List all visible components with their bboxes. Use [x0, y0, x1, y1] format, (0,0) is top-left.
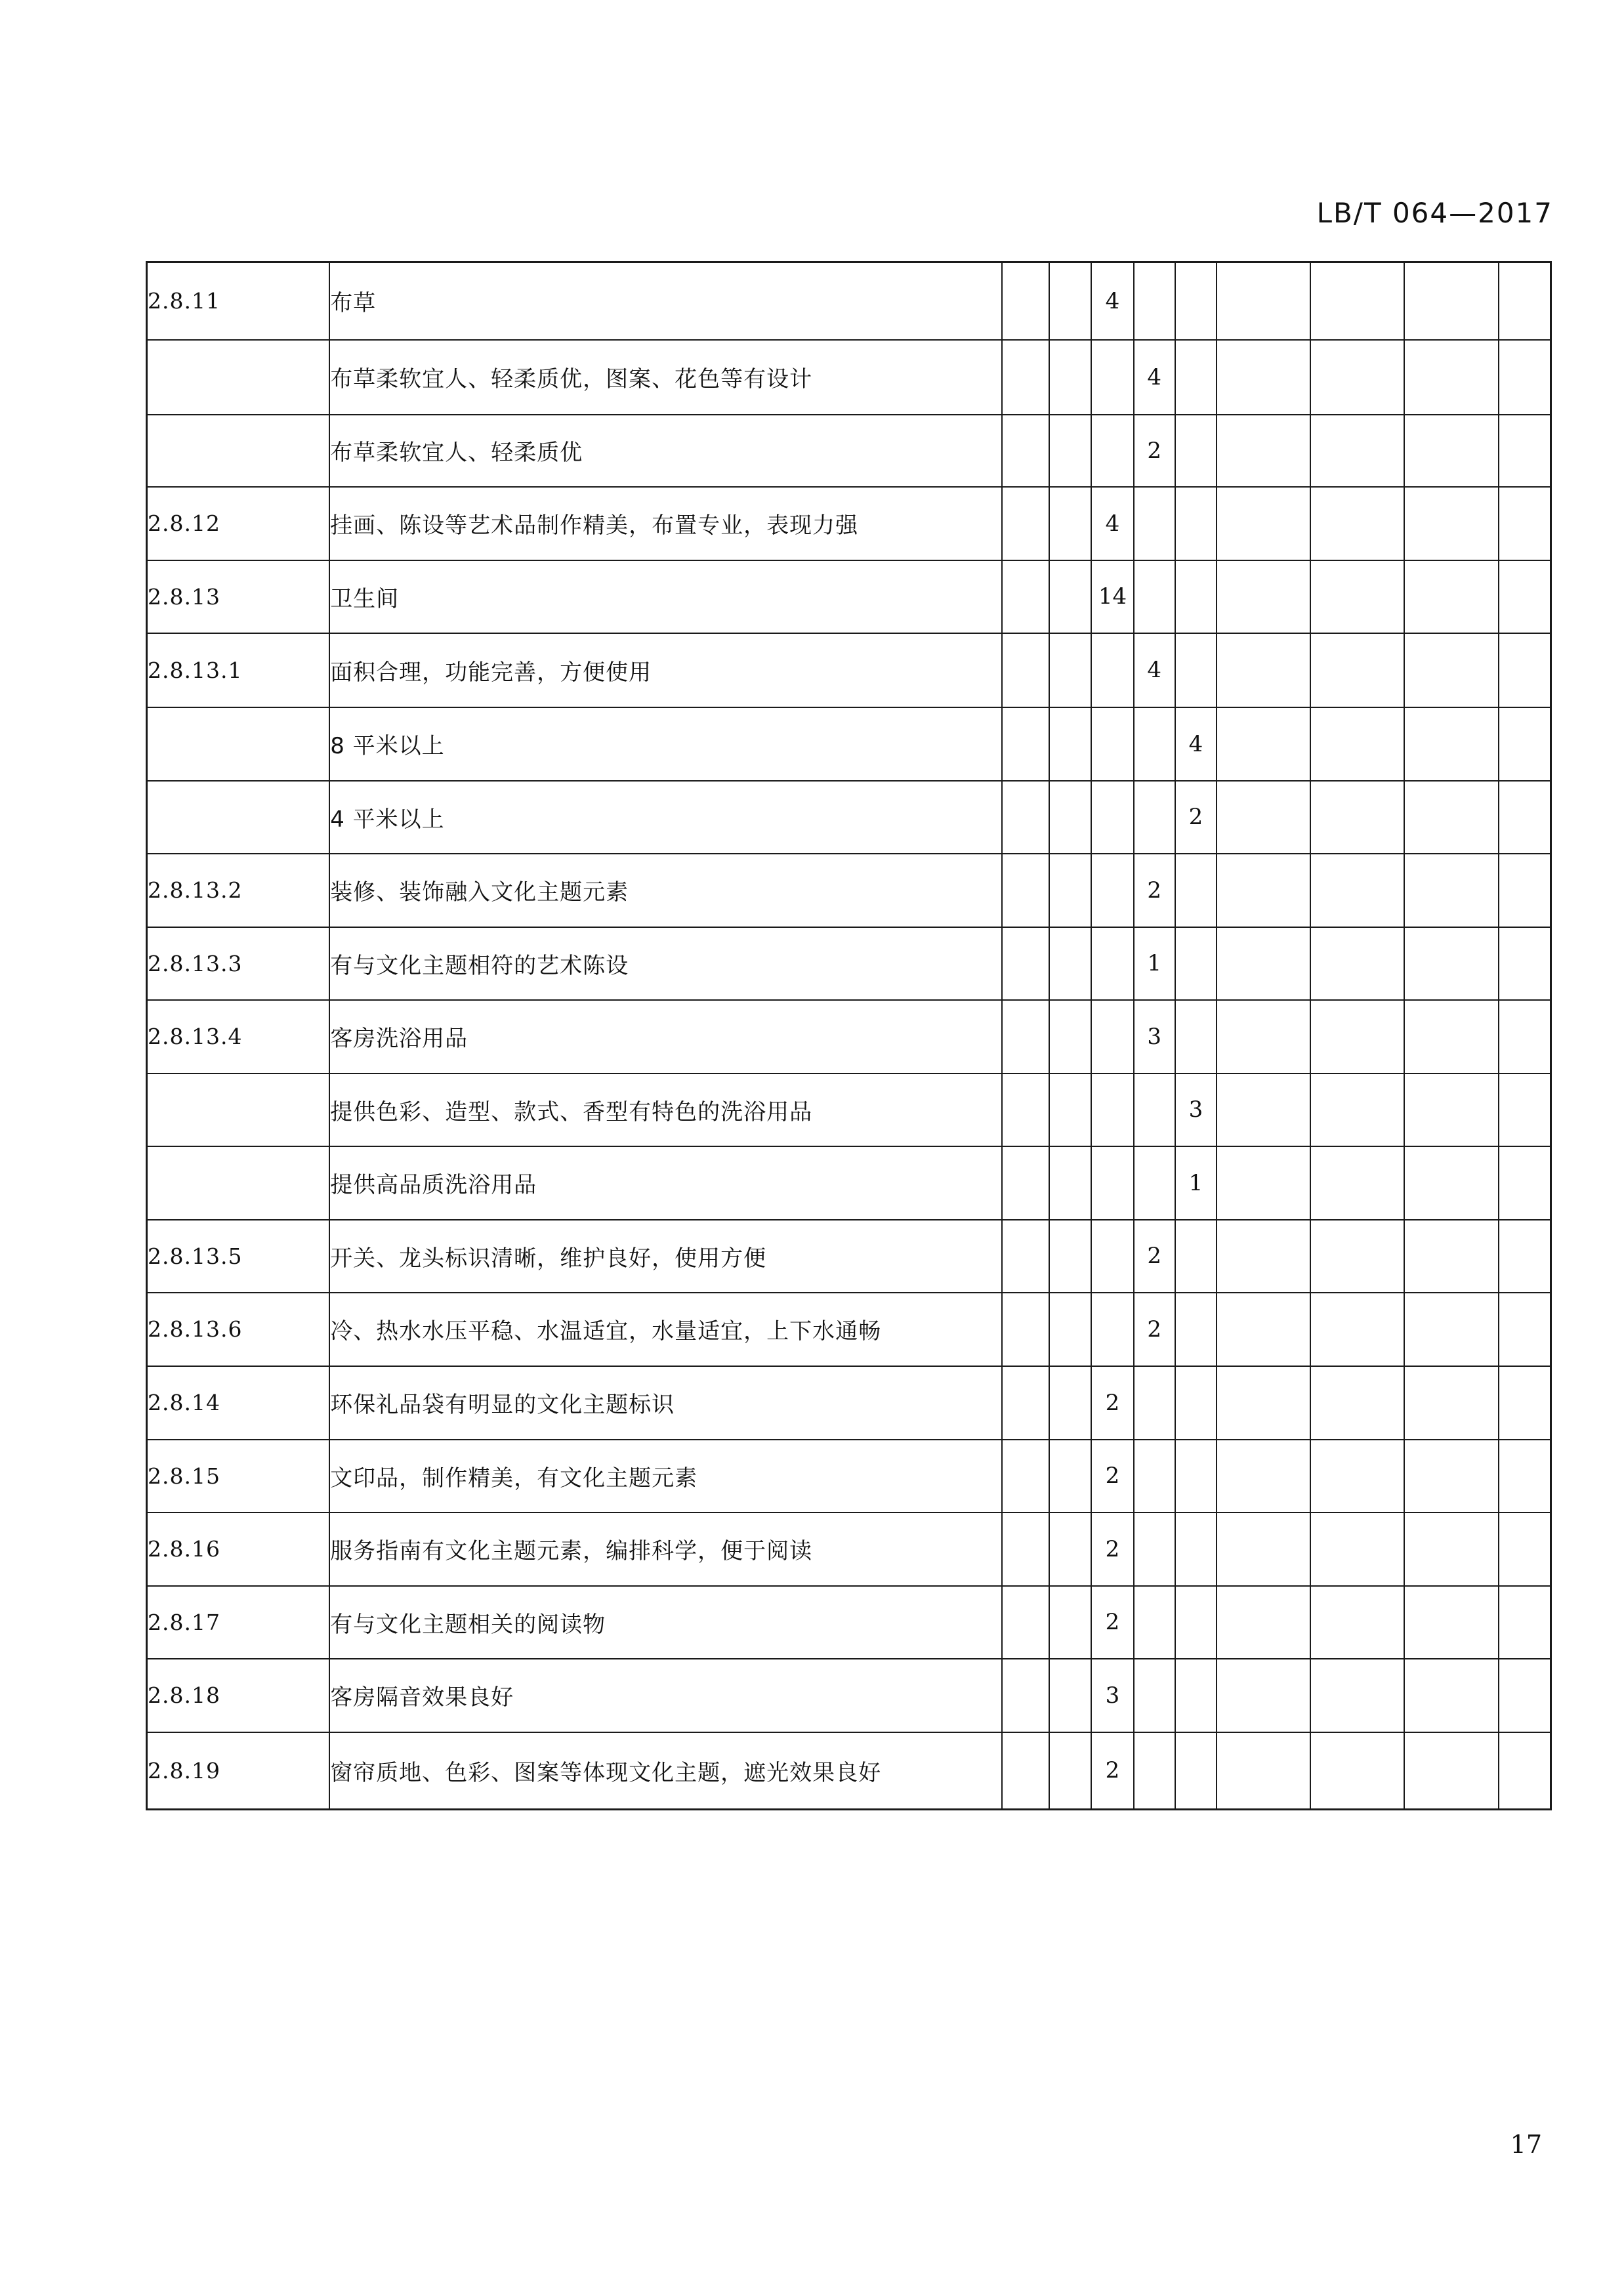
score-cell[interactable]	[1404, 927, 1499, 1000]
score-cell[interactable]	[1134, 781, 1175, 854]
row-description-cell: 环保礼品袋有明显的文化主题标识	[329, 1366, 1002, 1440]
table-row	[147, 262, 1551, 340]
score-cell[interactable]	[1002, 1000, 1049, 1074]
score-cell[interactable]: 2	[1091, 1366, 1133, 1440]
score-cell[interactable]	[1134, 487, 1175, 560]
score-cell[interactable]	[1217, 707, 1310, 781]
row-code-cell	[147, 415, 330, 487]
score-cell[interactable]	[1175, 487, 1217, 560]
score-cell[interactable]	[1049, 781, 1091, 854]
score-cell[interactable]	[1049, 1366, 1091, 1440]
score-cell[interactable]	[1175, 1732, 1217, 1810]
row-description-cell: 装修、装饰融入文化主题元素	[329, 854, 1002, 927]
score-cell[interactable]	[1404, 1366, 1499, 1440]
row-description-cell: 8 平米以上	[329, 707, 1002, 781]
score-cell[interactable]	[1091, 1074, 1133, 1146]
score-cell[interactable]: 2	[1134, 854, 1175, 927]
row-code-cell: 2.8.13.5	[147, 1220, 330, 1293]
score-cell[interactable]	[1217, 262, 1310, 340]
score-cell[interactable]	[1049, 1732, 1091, 1810]
score-cell[interactable]	[1175, 1586, 1217, 1659]
score-cell[interactable]	[1217, 1293, 1310, 1366]
score-cell[interactable]	[1310, 1732, 1404, 1810]
table-row	[147, 854, 1551, 927]
score-cell[interactable]	[1499, 560, 1551, 633]
score-cell[interactable]	[1002, 1659, 1049, 1732]
score-cell[interactable]: 4	[1091, 262, 1133, 340]
table-row	[147, 1220, 1551, 1293]
score-cell[interactable]	[1002, 1074, 1049, 1146]
score-cell[interactable]	[1310, 487, 1404, 560]
score-cell[interactable]	[1217, 1586, 1310, 1659]
row-description-cell: 客房洗浴用品	[329, 1000, 1002, 1074]
score-cell[interactable]	[1002, 1220, 1049, 1293]
score-cell[interactable]	[1002, 1732, 1049, 1810]
row-description-cell: 文印品，制作精美，有文化主题元素	[329, 1440, 1002, 1512]
score-cell[interactable]	[1049, 1074, 1091, 1146]
score-cell[interactable]	[1310, 707, 1404, 781]
score-cell[interactable]	[1499, 1586, 1551, 1659]
score-cell[interactable]	[1217, 781, 1310, 854]
score-cell[interactable]: 1	[1175, 1146, 1217, 1220]
score-cell[interactable]: 4	[1175, 707, 1217, 781]
score-cell[interactable]: 14	[1091, 560, 1133, 633]
table-row	[147, 1000, 1551, 1074]
row-code-cell: 2.8.13.6	[147, 1293, 330, 1366]
table-row	[147, 487, 1551, 560]
score-cell[interactable]	[1499, 1146, 1551, 1220]
score-cell[interactable]	[1310, 781, 1404, 854]
score-cell[interactable]: 2	[1091, 1512, 1133, 1586]
standard-code-header: LB/T 064—2017	[1316, 197, 1553, 229]
score-cell[interactable]	[1049, 1146, 1091, 1220]
score-cell[interactable]	[1002, 1366, 1049, 1440]
score-cell[interactable]	[1310, 927, 1404, 1000]
row-code-cell: 2.8.17	[147, 1586, 330, 1659]
score-cell[interactable]: 3	[1091, 1659, 1133, 1732]
score-cell[interactable]	[1002, 1293, 1049, 1366]
scoring-table-container	[146, 261, 1552, 1810]
score-cell[interactable]	[1091, 415, 1133, 487]
score-cell[interactable]	[1175, 1220, 1217, 1293]
row-code-cell: 2.8.13.3	[147, 927, 330, 1000]
score-cell[interactable]	[1310, 560, 1404, 633]
score-cell[interactable]	[1134, 1074, 1175, 1146]
table-row	[147, 1732, 1551, 1810]
score-cell[interactable]	[1175, 1440, 1217, 1512]
score-cell[interactable]	[1049, 1512, 1091, 1586]
score-cell[interactable]	[1404, 707, 1499, 781]
score-cell[interactable]	[1175, 415, 1217, 487]
table-row	[147, 1659, 1551, 1732]
table-row	[147, 560, 1551, 633]
score-cell[interactable]: 1	[1134, 927, 1175, 1000]
row-code-cell: 2.8.16	[147, 1512, 330, 1586]
score-cell[interactable]	[1049, 262, 1091, 340]
row-description-cell: 面积合理，功能完善，方便使用	[329, 633, 1002, 707]
score-cell[interactable]	[1404, 415, 1499, 487]
row-code-cell	[147, 1074, 330, 1146]
row-description-cell: 客房隔音效果良好	[329, 1659, 1002, 1732]
score-cell[interactable]	[1002, 1512, 1049, 1586]
score-cell[interactable]	[1049, 633, 1091, 707]
score-cell[interactable]: 2	[1091, 1732, 1133, 1810]
score-cell[interactable]	[1002, 854, 1049, 927]
score-cell[interactable]	[1310, 1586, 1404, 1659]
score-cell[interactable]	[1175, 1512, 1217, 1586]
row-code-cell	[147, 340, 330, 415]
score-cell[interactable]	[1404, 1220, 1499, 1293]
row-code-cell	[147, 781, 330, 854]
score-cell[interactable]	[1049, 1293, 1091, 1366]
score-cell[interactable]	[1134, 1732, 1175, 1810]
row-description-cell: 冷、热水水压平稳、水温适宜，水量适宜，上下水通畅	[329, 1293, 1002, 1366]
score-cell[interactable]	[1404, 1074, 1499, 1146]
table-row	[147, 1440, 1551, 1512]
score-cell[interactable]	[1217, 560, 1310, 633]
score-cell[interactable]	[1404, 1000, 1499, 1074]
row-description-cell: 提供高品质洗浴用品	[329, 1146, 1002, 1220]
score-cell[interactable]	[1404, 633, 1499, 707]
row-code-cell: 2.8.13.1	[147, 633, 330, 707]
score-cell[interactable]	[1310, 1659, 1404, 1732]
score-cell[interactable]	[1217, 927, 1310, 1000]
score-cell[interactable]: 4	[1134, 340, 1175, 415]
score-cell[interactable]	[1175, 560, 1217, 633]
score-cell[interactable]	[1310, 1146, 1404, 1220]
row-code-cell: 2.8.13.2	[147, 854, 330, 927]
score-cell[interactable]	[1002, 1146, 1049, 1220]
score-cell[interactable]	[1049, 1220, 1091, 1293]
row-code-cell: 2.8.13.4	[147, 1000, 330, 1074]
table-row	[147, 415, 1551, 487]
page-number: 17	[1510, 2130, 1542, 2159]
row-code-cell	[147, 707, 330, 781]
row-description-cell: 窗帘质地、色彩、图案等体现文化主题，遮光效果良好	[329, 1732, 1002, 1810]
score-cell[interactable]	[1499, 633, 1551, 707]
score-cell[interactable]	[1049, 854, 1091, 927]
score-cell[interactable]	[1002, 1440, 1049, 1512]
scoring-table	[146, 261, 1552, 1810]
score-cell[interactable]: 2	[1134, 1293, 1175, 1366]
score-cell[interactable]	[1134, 262, 1175, 340]
score-cell[interactable]	[1175, 262, 1217, 340]
score-cell[interactable]	[1217, 1512, 1310, 1586]
score-cell[interactable]	[1091, 1220, 1133, 1293]
row-description-cell: 服务指南有文化主题元素，编排科学，便于阅读	[329, 1512, 1002, 1586]
score-cell[interactable]	[1404, 340, 1499, 415]
score-cell[interactable]	[1134, 1146, 1175, 1220]
table-row	[147, 1074, 1551, 1146]
row-code-cell: 2.8.13	[147, 560, 330, 633]
score-cell[interactable]	[1499, 927, 1551, 1000]
row-code-cell: 2.8.18	[147, 1659, 330, 1732]
score-cell[interactable]	[1499, 1366, 1551, 1440]
score-cell[interactable]	[1002, 415, 1049, 487]
score-cell[interactable]: 2	[1091, 1586, 1133, 1659]
score-cell[interactable]	[1499, 1000, 1551, 1074]
score-cell[interactable]	[1049, 927, 1091, 1000]
row-code-cell: 2.8.15	[147, 1440, 330, 1512]
score-cell[interactable]	[1310, 1512, 1404, 1586]
score-cell[interactable]	[1217, 340, 1310, 415]
score-cell[interactable]	[1002, 1586, 1049, 1659]
row-description-cell: 有与文化主题相符的艺术陈设	[329, 927, 1002, 1000]
row-code-cell: 2.8.14	[147, 1366, 330, 1440]
score-cell[interactable]	[1499, 854, 1551, 927]
score-cell[interactable]	[1134, 1586, 1175, 1659]
score-cell[interactable]	[1002, 262, 1049, 340]
row-description-cell: 布草	[329, 262, 1002, 340]
score-cell[interactable]	[1404, 262, 1499, 340]
score-cell[interactable]	[1217, 1366, 1310, 1440]
score-cell[interactable]	[1049, 415, 1091, 487]
score-cell[interactable]	[1217, 1074, 1310, 1146]
score-cell[interactable]	[1499, 1440, 1551, 1512]
row-description-cell: 开关、龙头标识清晰，维护良好，使用方便	[329, 1220, 1002, 1293]
score-cell[interactable]	[1091, 854, 1133, 927]
score-cell[interactable]: 2	[1091, 1440, 1133, 1512]
score-cell[interactable]	[1091, 340, 1133, 415]
score-cell[interactable]	[1499, 1732, 1551, 1810]
score-cell[interactable]	[1404, 1293, 1499, 1366]
table-row	[147, 781, 1551, 854]
row-description-cell: 布草柔软宜人、轻柔质优，图案、花色等有设计	[329, 340, 1002, 415]
score-cell[interactable]	[1175, 633, 1217, 707]
score-cell[interactable]	[1091, 633, 1133, 707]
score-cell[interactable]	[1310, 1074, 1404, 1146]
score-cell[interactable]	[1134, 707, 1175, 781]
score-cell[interactable]	[1310, 415, 1404, 487]
table-row	[147, 927, 1551, 1000]
score-cell[interactable]	[1091, 1146, 1133, 1220]
score-cell[interactable]	[1134, 1512, 1175, 1586]
score-cell[interactable]: 3	[1134, 1000, 1175, 1074]
table-row	[147, 1586, 1551, 1659]
score-cell[interactable]	[1310, 1000, 1404, 1074]
score-cell[interactable]	[1499, 1293, 1551, 1366]
score-cell[interactable]	[1404, 1659, 1499, 1732]
score-cell[interactable]	[1310, 633, 1404, 707]
score-cell[interactable]	[1175, 1659, 1217, 1732]
score-cell[interactable]	[1499, 1512, 1551, 1586]
score-cell[interactable]: 4	[1134, 633, 1175, 707]
score-cell[interactable]	[1049, 340, 1091, 415]
score-cell[interactable]	[1499, 707, 1551, 781]
table-row	[147, 1293, 1551, 1366]
score-cell[interactable]	[1175, 1293, 1217, 1366]
score-cell[interactable]	[1217, 1732, 1310, 1810]
score-cell[interactable]	[1175, 1000, 1217, 1074]
score-cell[interactable]	[1134, 1366, 1175, 1440]
score-cell[interactable]	[1217, 487, 1310, 560]
score-cell[interactable]	[1049, 1000, 1091, 1074]
score-cell[interactable]	[1404, 487, 1499, 560]
score-cell[interactable]	[1175, 1366, 1217, 1440]
score-cell[interactable]	[1049, 1659, 1091, 1732]
score-cell[interactable]	[1134, 560, 1175, 633]
score-cell[interactable]: 4	[1091, 487, 1133, 560]
score-cell[interactable]: 2	[1134, 1220, 1175, 1293]
row-code-cell: 2.8.11	[147, 262, 330, 340]
score-cell[interactable]	[1002, 781, 1049, 854]
score-cell[interactable]	[1134, 1440, 1175, 1512]
score-cell[interactable]	[1310, 1366, 1404, 1440]
score-cell[interactable]	[1175, 854, 1217, 927]
score-cell[interactable]	[1217, 633, 1310, 707]
score-cell[interactable]	[1217, 1146, 1310, 1220]
score-cell[interactable]	[1217, 1440, 1310, 1512]
score-cell[interactable]	[1217, 1659, 1310, 1732]
score-cell[interactable]	[1499, 415, 1551, 487]
score-cell[interactable]	[1134, 1659, 1175, 1732]
score-cell[interactable]	[1217, 1000, 1310, 1074]
score-cell[interactable]	[1310, 1220, 1404, 1293]
score-cell[interactable]	[1002, 707, 1049, 781]
row-code-cell: 2.8.19	[147, 1732, 330, 1810]
score-cell[interactable]	[1499, 340, 1551, 415]
score-cell[interactable]	[1404, 854, 1499, 927]
score-cell[interactable]	[1499, 262, 1551, 340]
score-cell[interactable]	[1049, 1440, 1091, 1512]
row-description-cell: 提供色彩、造型、款式、香型有特色的洗浴用品	[329, 1074, 1002, 1146]
score-cell[interactable]	[1091, 927, 1133, 1000]
score-cell[interactable]	[1404, 781, 1499, 854]
score-cell[interactable]	[1310, 262, 1404, 340]
score-cell[interactable]	[1499, 1659, 1551, 1732]
score-cell[interactable]	[1091, 781, 1133, 854]
score-cell[interactable]: 2	[1175, 781, 1217, 854]
score-cell[interactable]	[1091, 1000, 1133, 1074]
score-cell[interactable]	[1002, 487, 1049, 560]
score-cell[interactable]	[1310, 1440, 1404, 1512]
score-cell[interactable]	[1049, 560, 1091, 633]
score-cell[interactable]	[1499, 1220, 1551, 1293]
score-cell[interactable]	[1002, 340, 1049, 415]
table-row	[147, 1512, 1551, 1586]
row-code-cell: 2.8.12	[147, 487, 330, 560]
score-cell[interactable]	[1404, 1512, 1499, 1586]
table-row	[147, 340, 1551, 415]
score-cell[interactable]	[1002, 927, 1049, 1000]
score-cell[interactable]	[1002, 560, 1049, 633]
score-cell[interactable]	[1404, 1146, 1499, 1220]
score-cell[interactable]	[1002, 633, 1049, 707]
table-row	[147, 707, 1551, 781]
row-description-cell: 卫生间	[329, 560, 1002, 633]
score-cell[interactable]: 3	[1175, 1074, 1217, 1146]
row-description-cell: 挂画、陈设等艺术品制作精美，布置专业，表现力强	[329, 487, 1002, 560]
score-cell[interactable]	[1404, 560, 1499, 633]
score-cell[interactable]	[1499, 1074, 1551, 1146]
row-code-cell	[147, 1146, 330, 1220]
score-cell[interactable]	[1217, 854, 1310, 927]
table-row	[147, 633, 1551, 707]
table-row	[147, 1366, 1551, 1440]
score-cell[interactable]	[1404, 1586, 1499, 1659]
score-cell[interactable]	[1310, 1293, 1404, 1366]
score-cell[interactable]	[1091, 707, 1133, 781]
score-cell[interactable]	[1175, 927, 1217, 1000]
score-cell[interactable]	[1310, 854, 1404, 927]
table-row	[147, 1146, 1551, 1220]
score-cell[interactable]	[1499, 487, 1551, 560]
row-description-cell: 布草柔软宜人、轻柔质优	[329, 415, 1002, 487]
score-cell[interactable]	[1049, 1586, 1091, 1659]
row-description-cell: 有与文化主题相关的阅读物	[329, 1586, 1002, 1659]
score-cell[interactable]	[1217, 415, 1310, 487]
score-cell[interactable]	[1499, 781, 1551, 854]
score-cell[interactable]	[1049, 487, 1091, 560]
score-cell[interactable]	[1404, 1440, 1499, 1512]
score-cell[interactable]: 2	[1134, 415, 1175, 487]
score-cell[interactable]	[1175, 340, 1217, 415]
score-cell[interactable]	[1091, 1293, 1133, 1366]
score-cell[interactable]	[1049, 707, 1091, 781]
row-description-cell: 4 平米以上	[329, 781, 1002, 854]
score-cell[interactable]	[1310, 340, 1404, 415]
score-cell[interactable]	[1217, 1220, 1310, 1293]
score-cell[interactable]	[1404, 1732, 1499, 1810]
